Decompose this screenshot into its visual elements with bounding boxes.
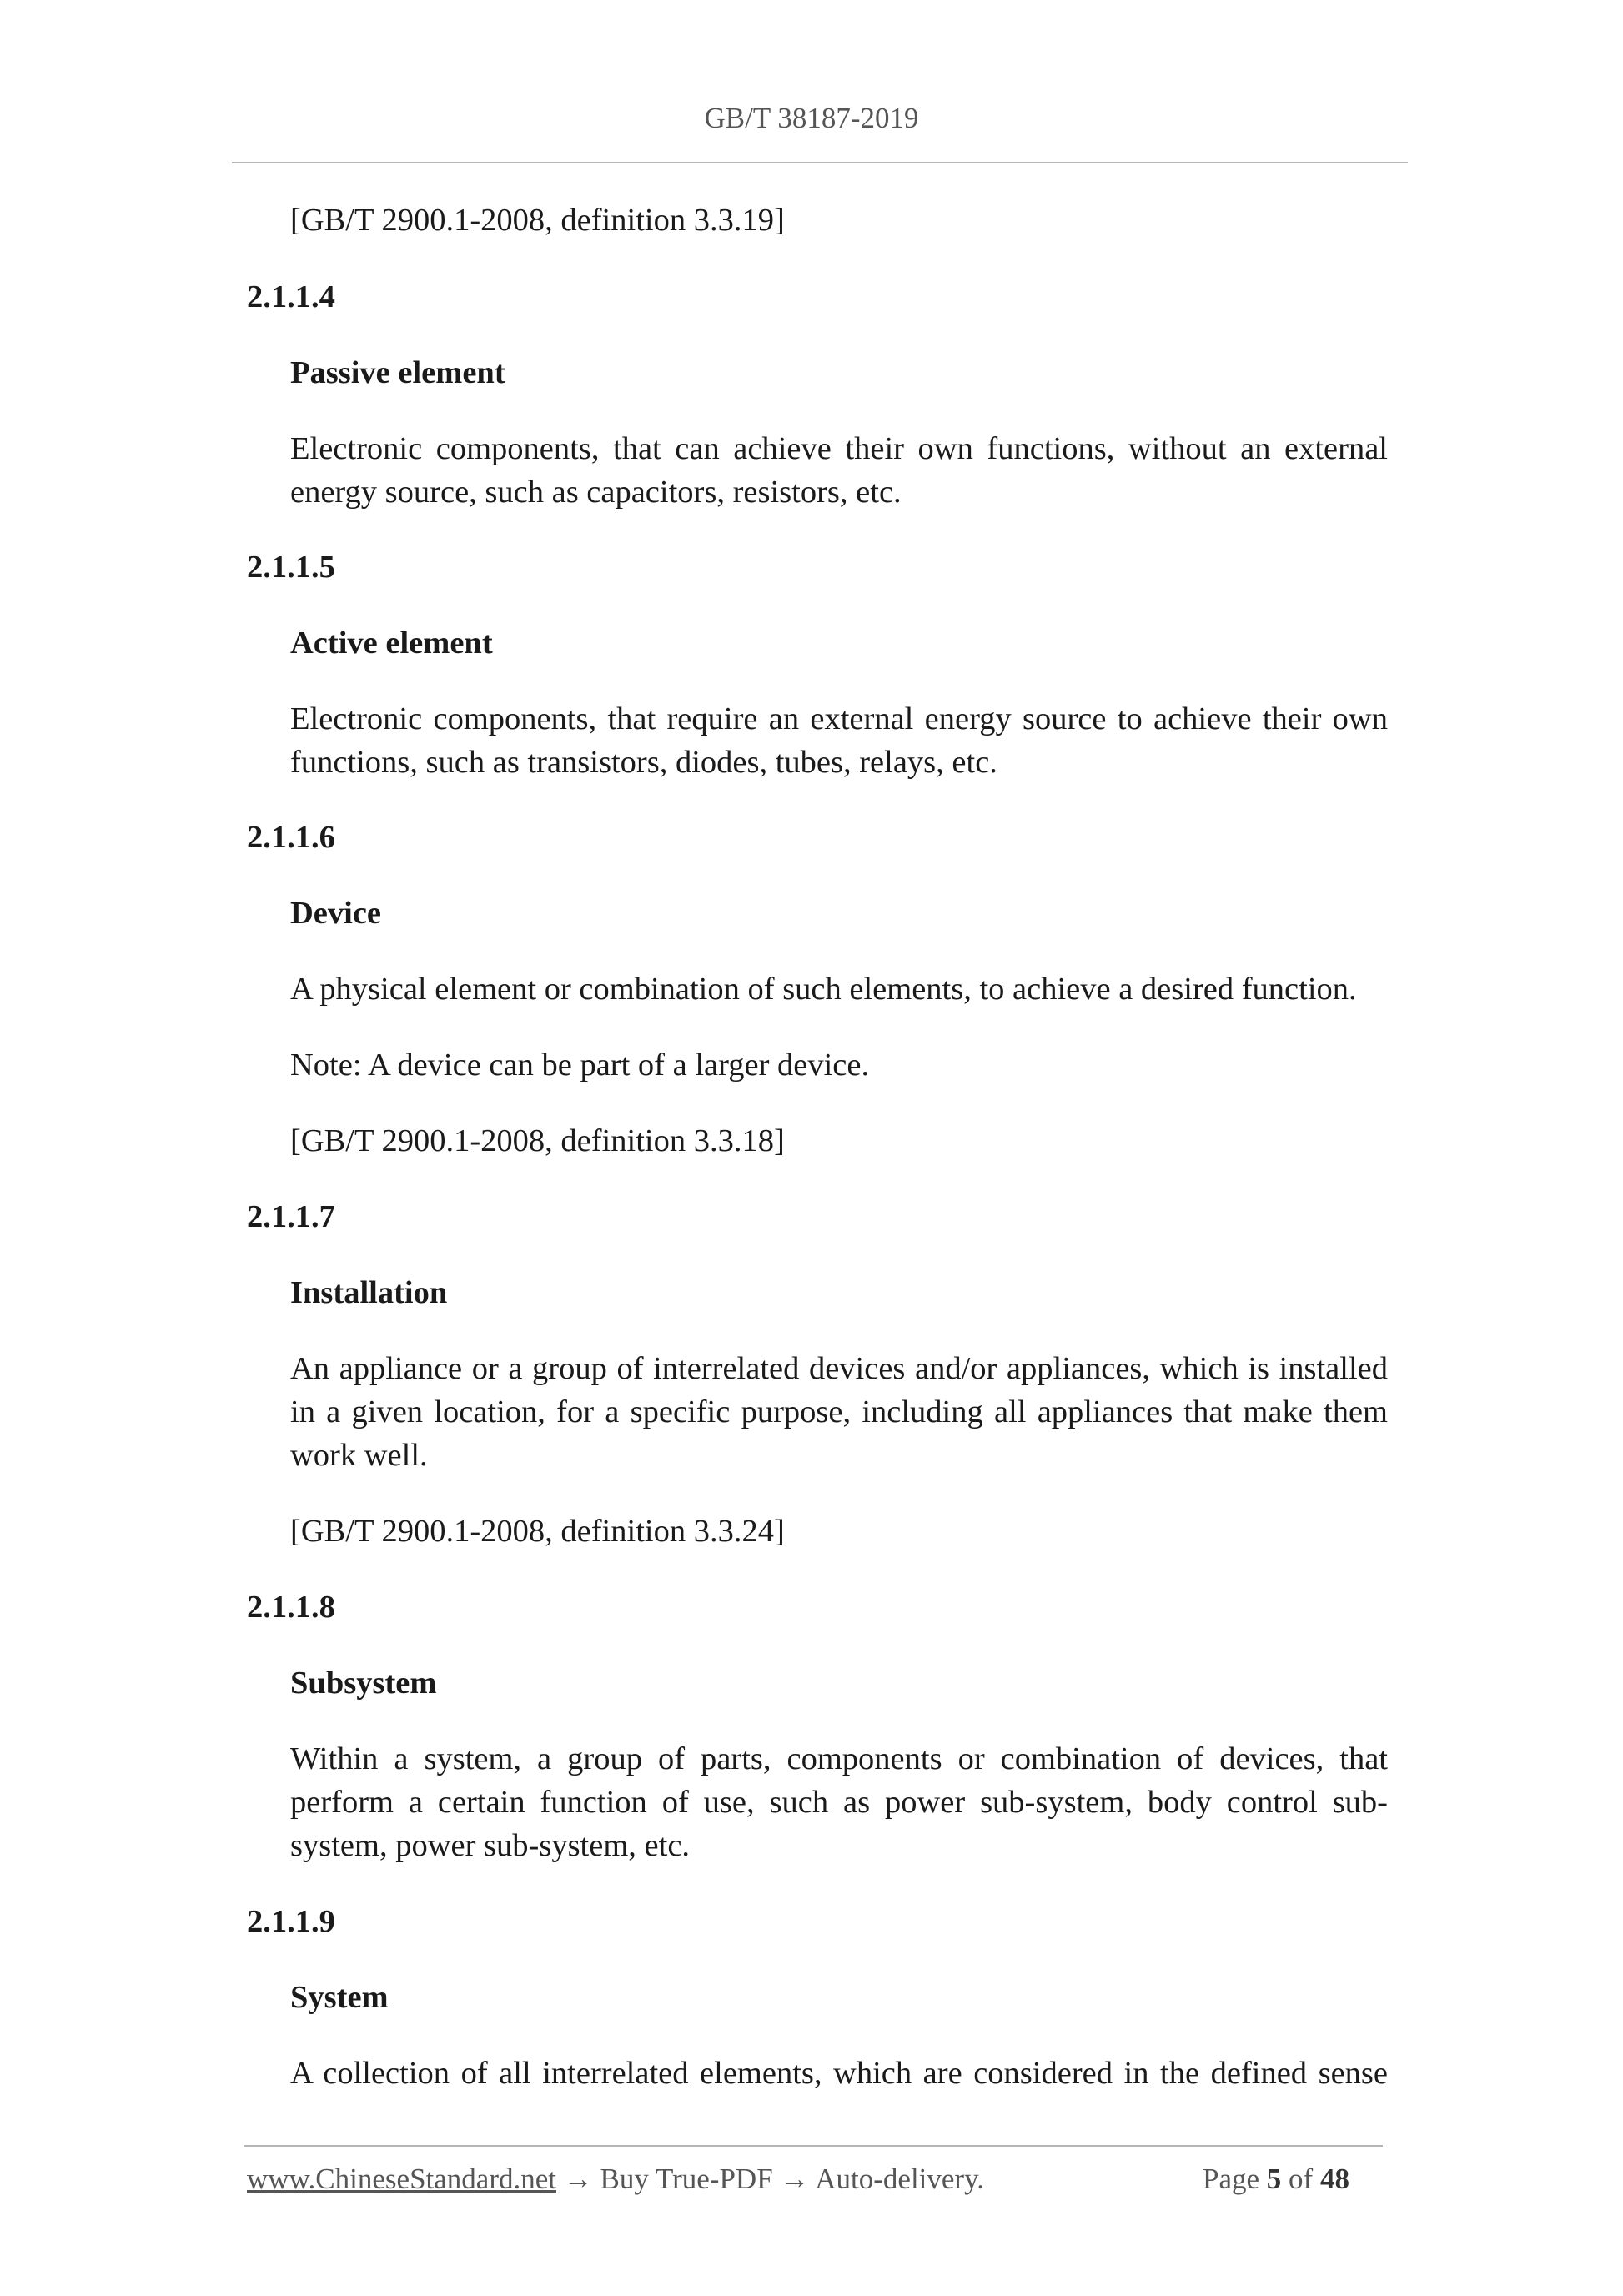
- arrow-right-icon: →: [780, 2163, 810, 2195]
- page-label: Page: [1203, 2163, 1260, 2195]
- term-title: Device: [290, 896, 382, 931]
- of-label: of: [1289, 2163, 1314, 2195]
- term-title: Active element: [290, 625, 493, 661]
- definition-line: functions, such as transistors, diodes, tubes, relays, etc.: [290, 745, 997, 780]
- site-link[interactable]: www.ChineseStandard.net: [247, 2163, 556, 2195]
- reference-citation: [GB/T 2900.1-2008, definition 3.3.19]: [290, 203, 785, 238]
- definition-line: Electronic components, that can achieve their own functions, without an external: [290, 431, 1388, 466]
- definition-line: in a given location, for a specific purpose, including all appliances that make them: [290, 1394, 1388, 1429]
- definition-line: perform a certain function of use, such as power sub-system, body control sub-: [290, 1785, 1388, 1820]
- header-rule: [232, 162, 1408, 163]
- definition-line: work well.: [290, 1438, 428, 1473]
- section-number: 2.1.1.9: [247, 1904, 335, 1939]
- section-number: 2.1.1.6: [247, 820, 335, 855]
- section-number: 2.1.1.8: [247, 1590, 335, 1625]
- definition-line: Electronic components, that require an external energy source to achieve their own: [290, 701, 1388, 736]
- running-header: GB/T 38187-2019: [704, 102, 919, 134]
- page-total: 48: [1319, 2163, 1349, 2195]
- term-title: Subsystem: [290, 1665, 437, 1701]
- section-number: 2.1.1.4: [247, 279, 335, 314]
- term-title: Installation: [290, 1275, 448, 1310]
- arrow-right-icon: →: [563, 2163, 593, 2195]
- term-title: Passive element: [290, 355, 505, 390]
- note-text: Note: A device can be part of a larger device.: [290, 1048, 870, 1083]
- definition-line: Within a system, a group of parts, components or combination of devices, that: [290, 1741, 1388, 1776]
- section-number: 2.1.1.5: [247, 550, 335, 585]
- definition-line: A physical element or combination of such elements, to achieve a desired function.: [290, 972, 1357, 1007]
- definition-line: A collection of all interrelated elements, which are considered in the defined sense: [290, 2056, 1388, 2091]
- buy-pdf-text: Buy True-PDF: [600, 2163, 773, 2195]
- page-indicator: [1203, 2163, 1349, 2196]
- reference-citation: [GB/T 2900.1-2008, definition 3.3.18]: [290, 1123, 785, 1158]
- section-number: 2.1.1.7: [247, 1199, 335, 1234]
- term-title: System: [290, 1980, 389, 2015]
- footer-rule: [244, 2145, 1383, 2147]
- reference-citation: [GB/T 2900.1-2008, definition 3.3.24]: [290, 1514, 785, 1549]
- definition-line: system, power sub-system, etc.: [290, 1828, 691, 1863]
- page-number: 5: [1266, 2163, 1282, 2195]
- definition-line: energy source, such as capacitors, resistors, etc.: [290, 475, 902, 510]
- footer-links: [247, 2163, 984, 2196]
- auto-delivery-text: Auto-delivery.: [815, 2163, 985, 2195]
- definition-line: An appliance or a group of interrelated devices and/or appliances, which is installed: [290, 1351, 1388, 1386]
